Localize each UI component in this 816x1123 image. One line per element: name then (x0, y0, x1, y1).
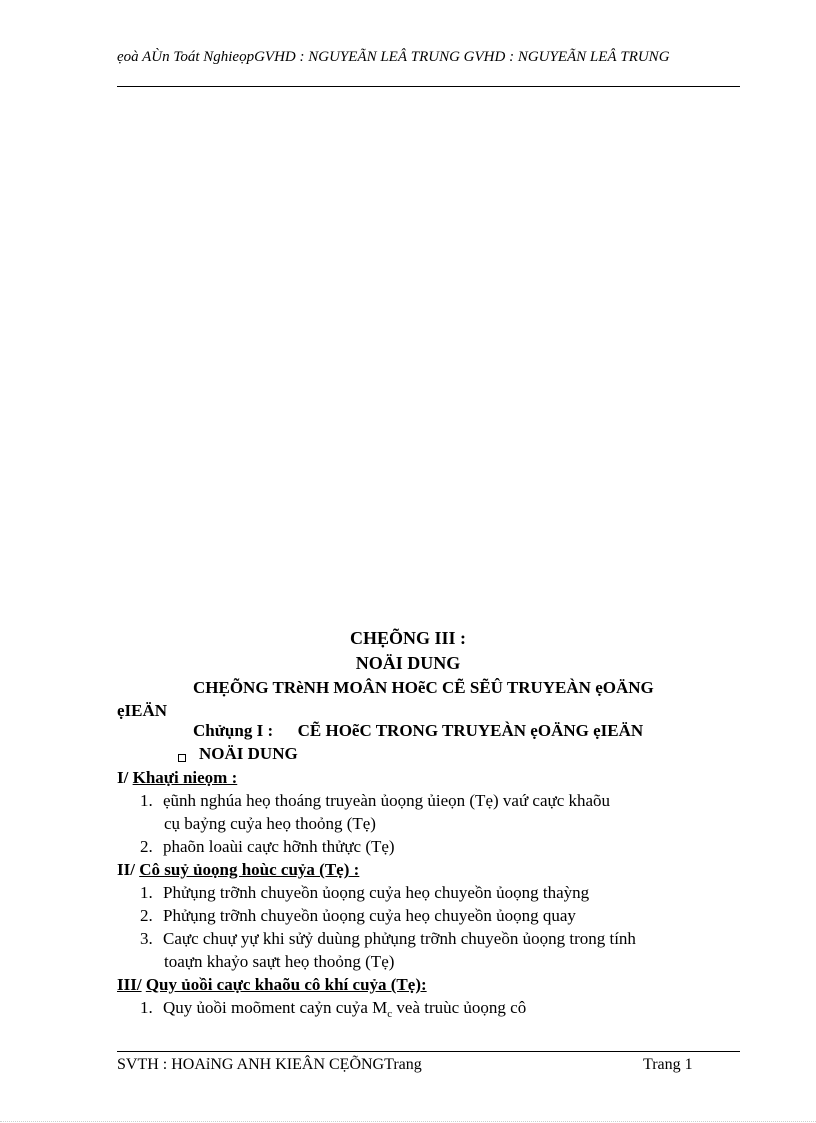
list-item-continuation: cụ baỷng cuỷa heọ thoỏng (Tẹ) (164, 814, 376, 833)
chuong-title: CẼ HOẽC TRONG TRUYEÀN ẹOÄNG ẹIEÄN (297, 721, 644, 740)
page-number: Trang 1 (643, 1056, 693, 1073)
chuong-heading (193, 721, 643, 741)
chuong-label: Chửụng I : (193, 721, 274, 740)
chapter-subtitle: NOÄI DUNG (355, 653, 461, 673)
list-item: 1. ẹũnh nghúa heọ thoáng truyeàn ủoọng ủieọn (Tẹ) vaứ caực khaõu (140, 791, 611, 810)
square-bullet-icon (178, 754, 186, 762)
section-title: Khaựi nieọm : (132, 768, 238, 787)
list-item: 1. Phửụng trỡnh chuyeồn ủoọng cuỷa heọ chuyeồn ủoọng thaỳng (140, 883, 590, 902)
list-item-continuation: toaựn khaỷo saựt heọ thoỏng (Tẹ) (164, 952, 395, 971)
noi-dung-label: NOÄI DUNG (199, 744, 298, 763)
list-item: 3. Caực chuự yự khi sửỷ duùng phửụng trỡnh chuyeồn ủoọng trong tính (140, 929, 636, 948)
section-heading-iii: III/ Quy ủoồi caực khaõu cô khí cuỷa (Tẹ): (117, 975, 427, 994)
section-heading-ii: II/ Cô suỷ ủoọng hoùc cuỷa (Tẹ) : (117, 860, 360, 879)
header-rule (117, 86, 740, 87)
section-heading-i: I/ Khaựi nieọm : (117, 768, 238, 787)
program-title-line2: ẹIEÄN (117, 701, 168, 720)
list-item: 2. phaõn loaùi caực hỡnh thửực (Tẹ) (140, 837, 395, 856)
section-title: Quy ủoồi caực khaõu cô khí cuỷa (Tẹ): (145, 975, 427, 994)
list-item: 1. Quy ủoồi moõment caỷn cuỷa $M_c$ veà truùc ủoọng cô (140, 998, 527, 1020)
page-bottom-edge (0, 1121, 816, 1122)
chapter-number: CHẸÕNG III : (349, 628, 466, 648)
section-title: Cô suỷ ủoọng hoùc cuỷa (Tẹ) : (139, 860, 360, 879)
program-title-line1: CHẸÕNG TRèNH MOÂN HOẽC CẼ SẼÛ TRUYEÀN ẹOÄNG (193, 678, 654, 697)
list-item: 2. Phửụng trỡnh chuyeồn ủoọng cuỷa heọ chuyeồn ủoọng quay (140, 906, 576, 925)
footer-author: SVTH : HOAỉNG ANH KIEÂN CẸÕNGTrang (117, 1056, 422, 1073)
footer-rule (117, 1051, 740, 1052)
running-header: ẹoà AÙn Toát NghieọpGVHD : NGUYEÃN LEÂ TRUNG GVHD : NGUYEÃN LEÂ TRUNG (117, 49, 670, 65)
